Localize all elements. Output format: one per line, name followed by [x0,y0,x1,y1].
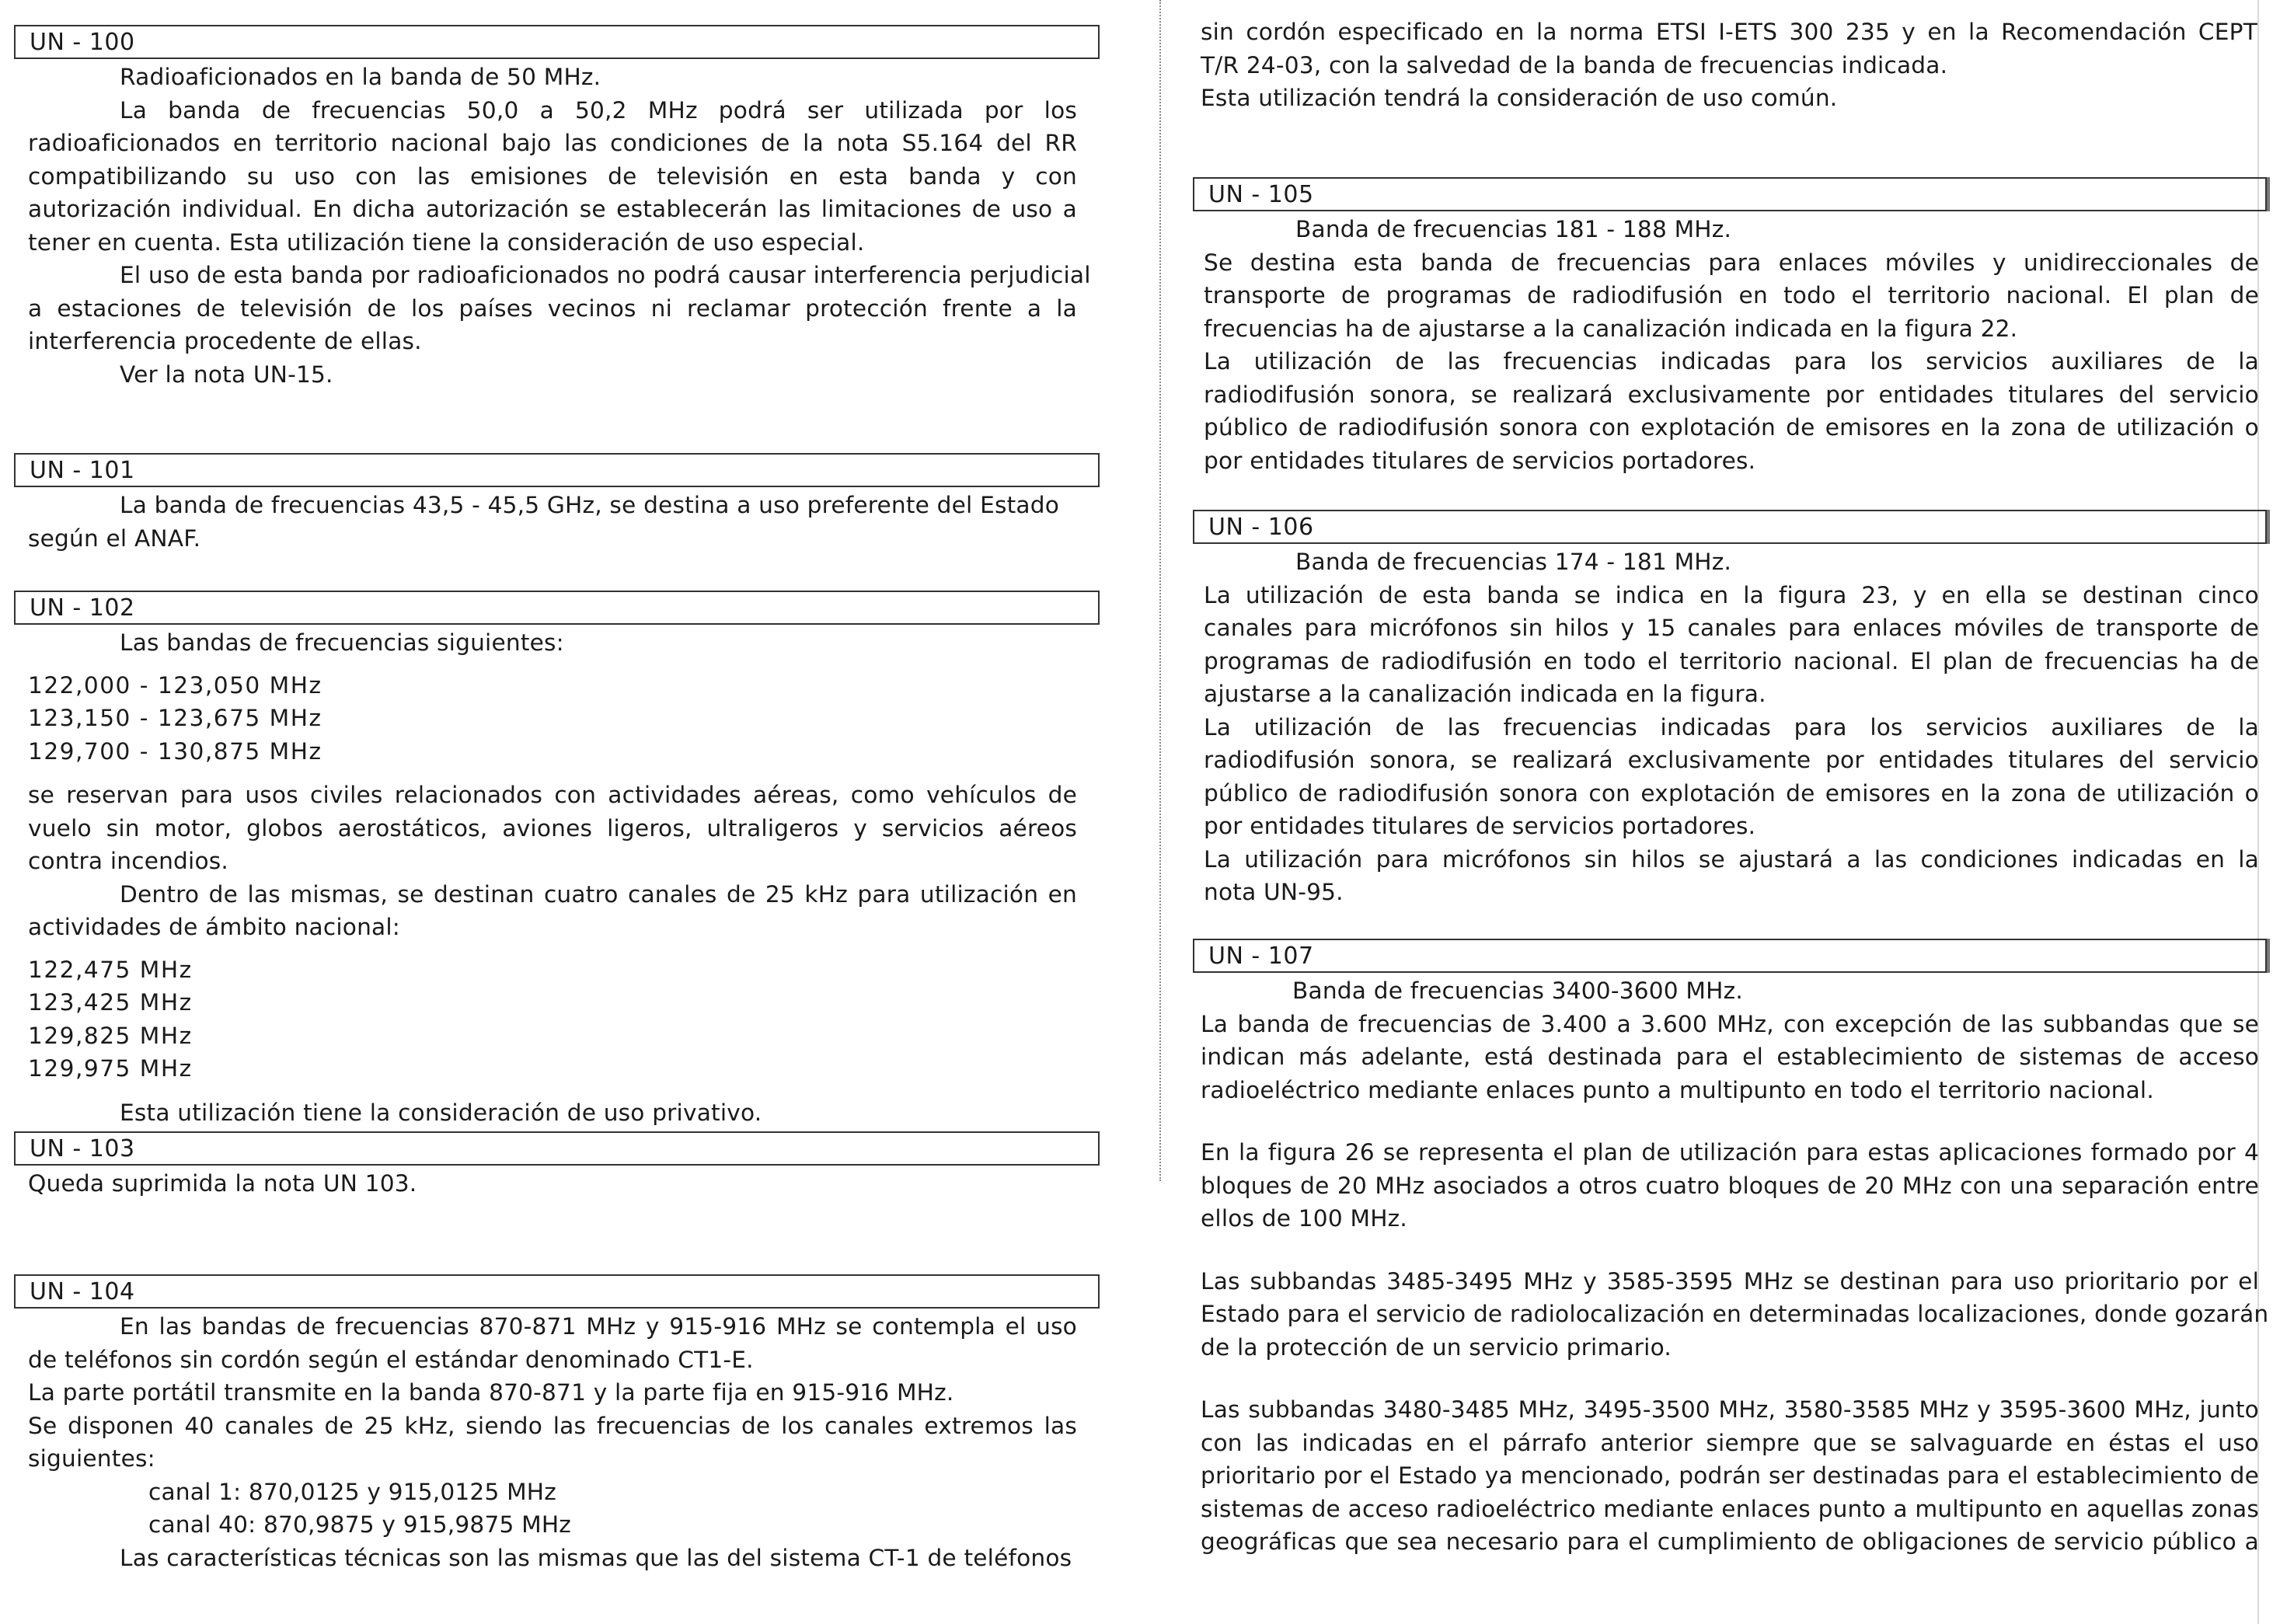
note-heading: UN - 101 [30,457,135,484]
text-line: radiodifusión sonora, se realizará exclusivamente por entidades titulares del servicio [1204,747,2259,773]
text-line: programas de radiodifusión en todo el territorio nacional. El plan de frecuencias ha de [1204,647,2259,674]
text-line: Ver la nota UN-15. [120,361,333,388]
text-line: autorización individual. En dicha autorización se establecerán las limitaciones de uso a [28,196,1077,222]
note-heading: UN - 104 [30,1278,135,1305]
text-line: Las bandas de frecuencias siguientes: [120,629,564,656]
text-line: por entidades titulares de servicios portadores. [1204,447,1756,474]
note-un-102 [0,591,1111,1129]
channel-list [28,953,1077,1086]
text-line: indican más adelante, está destinada para el establecimiento de sistemas de acceso [1201,1044,2259,1070]
text-line: canales para micrófonos sin hilos y 15 canales para enlaces móviles de transporte de [1204,615,2259,641]
text-line: radioeléctrico mediante enlaces punto a multipunto en todo el territorio nacional. [1201,1076,2154,1103]
text-line: radiodifusión sonora, se realizará exclusivamente por entidades titulares del servicio [1204,381,2259,408]
text-line: Las subbandas 3480-3485 MHz, 3495-3500 MHz, 3580-3585 MHz y 3595-3600 MHz, junto [1201,1396,2259,1423]
text-line: con las indicadas en el párrafo anterior siempre que se salvaguarde en éstas el uso [1201,1429,2259,1456]
text-line: En las bandas de frecuencias 870-871 MHz y 915-916 MHz se contempla el uso [120,1313,1077,1340]
note-un-104-continuation [1193,16,2273,115]
text-line: Dentro de las mismas, se destinan cuatro canales de 25 kHz para utilización en [120,880,1077,908]
text-line: prioritario por el Estado ya mencionado, podrán ser destinadas para el establecimiento de [1201,1462,2259,1489]
text-line: bloques de 20 MHz asociados a otros cuatro bloques de 20 MHz con una separación entre [1201,1172,2259,1199]
list-item: 129,700 - 130,875 MHz [28,737,322,765]
text-line: transporte de programas de radiodifusión en todo el territorio nacional. El plan de [1204,282,2259,308]
note-heading-box [14,591,1100,625]
text-line: de la protección de un servicio primario. [1201,1333,1672,1361]
note-un-105 [1193,177,2273,477]
text-line: Las subbandas 3485-3495 MHz y 3585-3595 MHz se destinan para uso prioritario por el [1201,1267,2259,1295]
text-line: público de radiodifusión sonora con explotación de emisores en la zona de utilización o [1204,779,2259,807]
note-un-107 [1193,939,2273,1559]
text-line: Estado para el servicio de radiolocalización en determinadas localizaciones, donde gozarán [1201,1301,2269,1327]
text-line: compatibilizando su uso con las emisiones de televisión en esta banda y con [28,162,1077,190]
note-heading-box [14,1274,1100,1309]
text-line: Se disponen 40 canales de 25 kHz, siendo las frecuencias de los canales extremos las [28,1412,1077,1439]
text-line: geográficas que sea necesario para el cumplimiento de obligaciones de servicio público a [1201,1528,2259,1555]
band-list [28,669,1077,768]
text-line: T/R 24-03, con la salvedad de la banda de frecuencias indicada. [1201,51,1948,78]
text-line: radioaficionados en territorio nacional bajo las condiciones de la nota S5.164 del RR [28,130,1077,156]
text-line: contra incendios. [28,848,228,874]
note-heading-box [14,453,1100,487]
list-item: 122,000 - 123,050 MHz [28,671,322,699]
text-line: nota UN-95. [1204,879,1344,905]
text-line: interferencia procedente de ellas. [28,328,422,354]
text-line: En la figura 26 se representa el plan de utilización para estas aplicaciones formado por 4 [1201,1139,2259,1166]
text-line: Banda de frecuencias 181 - 188 MHz. [1295,216,1732,242]
note-un-103 [0,1131,1111,1201]
text-line: Banda de frecuencias 3400-3600 MHz. [1292,978,1743,1004]
note-heading-box [14,1131,1100,1166]
text-line: Queda suprimida la nota UN 103. [28,1170,417,1197]
text-line: frecuencias ha de ajustarse a la canalización indicada en la figura 22. [1204,315,2018,342]
text-line: vuelo sin motor, globos aerostáticos, aviones ligeros, ultraligeros y servicios aéreos [28,814,1077,842]
text-line: La banda de frecuencias 50,0 a 50,2 MHz podrá ser utilizada por los [120,96,1077,124]
text-line: Esta utilización tendrá la consideración de uso común. [1201,85,1838,111]
text-line: siguientes: [28,1445,155,1472]
list-item: 129,825 MHz [28,1022,193,1049]
text-line: actividades de ámbito nacional: [28,914,400,940]
note-heading: UN - 105 [1208,181,1314,208]
note-heading-box [1193,939,2267,973]
text-line: sin cordón especificado en la norma ETSI I-ETS 300 235 y en la Recomendación CEPT [1201,19,2257,45]
text-line: Radioaficionados en la banda de 50 MHz. [120,64,601,90]
note-heading-box [1193,510,2267,544]
text-line: sistemas de acceso radioeléctrico mediante enlaces punto a multipunto en aquellas zonas [1201,1495,2259,1522]
note-un-101 [0,453,1111,555]
text-line: público de radiodifusión sonora con explotación de emisores en la zona de utilización o [1204,414,2259,441]
text-line: La banda de frecuencias 43,5 - 45,5 GHz, se destina a uso preferente del Estado [120,492,1060,518]
note-un-100 [0,25,1111,391]
text-line: a estaciones de televisión de los países vecinos ni reclamar protección frente a la [28,294,1077,322]
note-un-106 [1193,510,2273,909]
list-item: 123,150 - 123,675 MHz [28,705,322,731]
text-line: La utilización de las frecuencias indicadas para los servicios auxiliares de la [1204,713,2259,741]
text-line: Esta utilización tiene la consideración de uso privativo. [120,1099,762,1126]
text-line: El uso de esta banda por radioaficionados no podrá causar interferencia perjudicial [120,262,1091,288]
note-heading: UN - 103 [30,1135,135,1162]
text-line: Se destina esta banda de frecuencias para enlaces móviles y unidireccionales de [1204,249,2259,276]
text-line: se reservan para usos civiles relacionados con actividades aéreas, como vehículos de [28,782,1077,808]
list-item: 122,475 MHz [28,956,193,983]
text-line: de teléfonos sin cordón según el estándar denominado CT1-E. [28,1346,754,1373]
text-line: por entidades titulares de servicios portadores. [1204,813,1756,839]
text-line: La parte portátil transmite en la banda 870-871 y la parte fija en 915-916 MHz. [28,1379,954,1406]
column-divider [1159,0,1162,1181]
note-un-104 [0,1274,1111,1574]
text-line: La utilización para micrófonos sin hilos se ajustará a las condiciones indicadas en la [1204,845,2259,873]
list-item: 123,425 MHz [28,989,193,1016]
text-line: ajustarse a la canalización indicada en la figura. [1204,681,1766,707]
text-line: La banda de frecuencias de 3.400 a 3.600 MHz, con excepción de las subbandas que se [1201,1010,2259,1037]
text-line: ellos de 100 MHz. [1201,1205,1408,1232]
text-line: La utilización de esta banda se indica en la figura 23, y en ella se destinan cinco [1204,581,2259,608]
note-heading-box [14,25,1100,59]
note-heading: UN - 107 [1208,943,1314,970]
note-heading-box [1193,177,2267,211]
text-line: canal 40: 870,9875 y 915,9875 MHz [148,1511,572,1538]
note-heading: UN - 106 [1208,514,1314,541]
text-line: canal 1: 870,0125 y 915,0125 MHz [148,1478,556,1505]
text-line: tener en cuenta. Esta utilización tiene la consideración de uso especial. [28,228,865,256]
note-heading: UN - 100 [30,29,135,56]
text-line: según el ANAF. [28,524,201,552]
text-line: Banda de frecuencias 174 - 181 MHz. [1295,549,1732,575]
list-item: 129,975 MHz [28,1055,193,1082]
note-heading: UN - 102 [30,594,135,622]
text-line: Las características técnicas son las mismas que las del sistema CT-1 de teléfonos [120,1544,1072,1571]
text-line: La utilización de las frecuencias indicadas para los servicios auxiliares de la [1204,348,2259,375]
